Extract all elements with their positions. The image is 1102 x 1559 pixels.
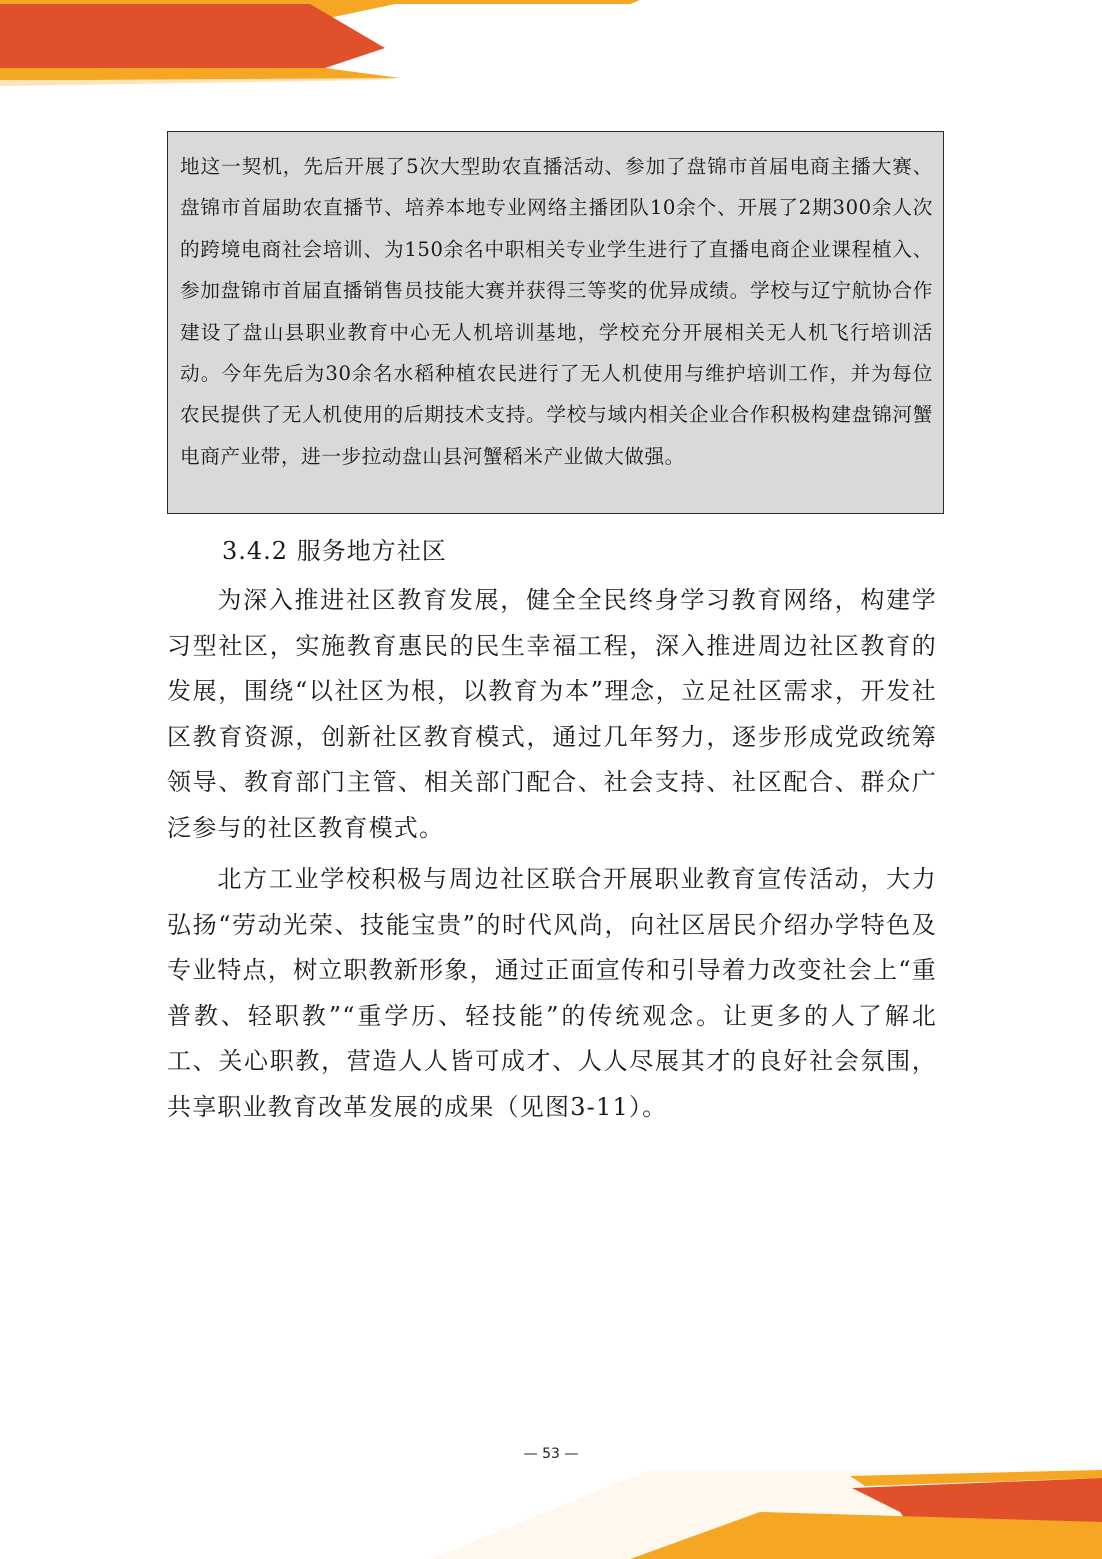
header-main-band [0,4,385,68]
footer-banner-graphic [430,1470,1102,1559]
highlight-box [167,131,944,514]
page-number: — 53 — [523,1446,579,1462]
footer-bottom-stripe [630,1512,1102,1559]
header-lower-stripe [0,68,400,80]
paragraph-community-education: 为深入推进社区教育发展，健全全民终身学习教育网络，构建学习型社区，实施教育惠民的民生幸福工程，深入推进周边社区教育的发展，围绕“以社区为根，以教育为本”理念，立足社区需求，开发社区教育资源，创新社区教育模式，通过几年努力，逐步形成党政统筹领导、教育部门主管、相关部门配合、社会支持、社区配合、群众广泛参与的社区教育模式。 [167,586,937,842]
section-heading: 3.4.2 服务地方社区 [222,537,447,565]
header-banner-graphic [0,0,640,86]
footer-main-band [852,1478,1102,1540]
footer-light-fade [430,1470,1102,1559]
highlight-box-text: 地这一契机，先后开展了5次大型助农直播活动、参加了盘锦市首届电商主播大赛、盘锦市首届助农直播节、培养本地专业网络主播团队10余个、开展了2期300余人次的跨境电商社会培训、为150余名中职相关专业学生进行了直播电商企业课程植入、参加盘锦市首届直播销售员技能大赛并获得三等奖的优异成绩。学校与辽宁航协合作建设了盘山县职业教育中心无人机培训基地，学校充分开展相关无人机飞行培训活动。今年先后为30余名水稻种植农民进行了无人机使用与维护培训工作，并为每位农民提供了无人机使用的后期技术支持。学校与域内相关企业合作积极构建盘锦河蟹电商产业带，进一步拉动盘山县河蟹稻米产业做大做强。 [180,155,933,468]
footer-accent-stripe [850,1470,1102,1486]
header-accent-stripe [0,0,640,22]
header-lower-fade [0,78,400,86]
paragraph-publicity-activities: 北方工业学校积极与周边社区联合开展职业教育宣传活动，大力弘扬“劳动光荣、技能宝贵”的时代风尚，向社区居民介绍办学特色及专业特点，树立职教新形象，通过正面宣传和引导着力改变社会上“重普教、轻职教”“重学历、轻技能”的传统观念。让更多的人了解北工、关心职教，营造人人皆可成才、人人尽展其才的良好社会氛围，共享职业教育改革发展的成果（见图3-11）。 [167,865,937,1121]
